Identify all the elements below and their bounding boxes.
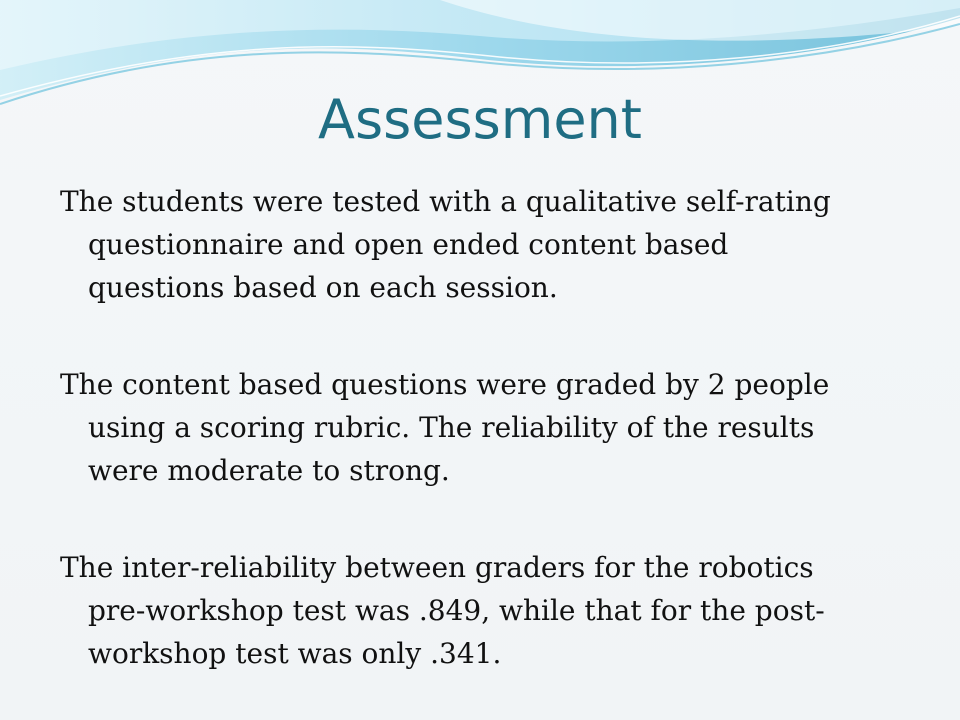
paragraph-assessment-method: The students were tested with a qualitative self-rating questionnaire and open ended content based questions based on each session.: [60, 185, 831, 304]
paragraph-inter-reliability: The inter-reliability between graders for the robotics pre-workshop test was .849, while that for the post-workshop test was only .341.: [60, 551, 825, 670]
slide-title: Assessment: [318, 88, 642, 151]
paragraph-grading: The content based questions were graded by 2 people using a scoring rubric. The reliability of the results were moderate to strong.: [60, 368, 830, 487]
slide-body: [60, 180, 860, 720]
